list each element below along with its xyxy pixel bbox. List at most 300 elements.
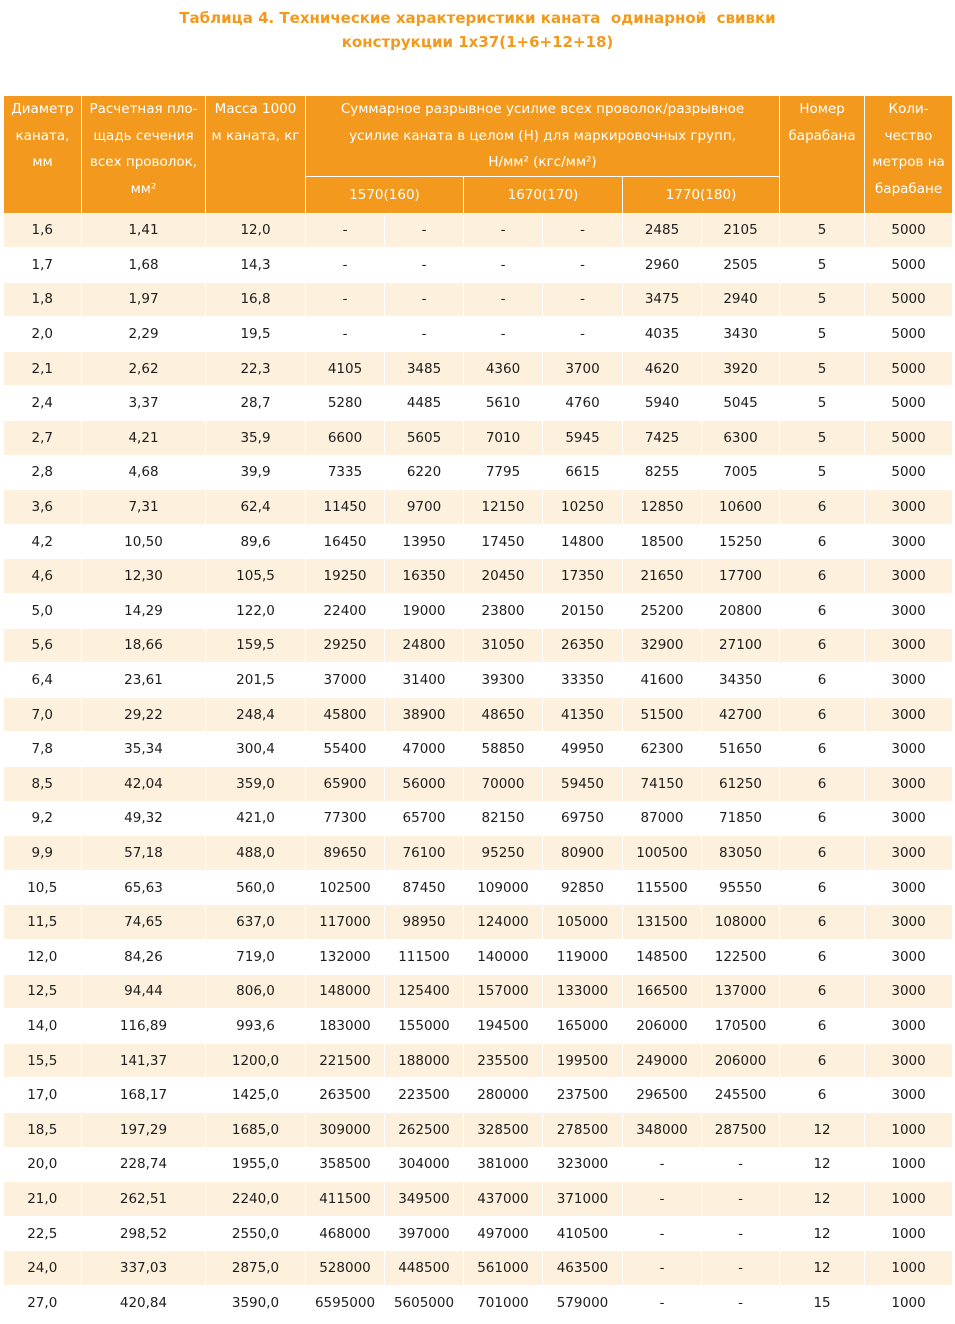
- table-row: [4, 386, 953, 421]
- cell-force-1670-a: 7795: [464, 455, 543, 490]
- cell-mass: 22,3: [206, 351, 306, 386]
- cell-force-1670-b: 20150: [543, 594, 623, 629]
- cell-area: 1,97: [82, 282, 206, 317]
- cell-force-1670-b: 41350: [543, 697, 623, 732]
- cell-force-1670-b: 92850: [543, 870, 623, 905]
- cell-mass: 159,5: [206, 628, 306, 663]
- cell-force-1770-b: 17700: [702, 559, 780, 594]
- table-row: [4, 213, 953, 248]
- cell-drum-number: 6: [780, 974, 865, 1009]
- cell-force-1670-a: 235500: [464, 1043, 543, 1078]
- cell-force-1670-a: 48650: [464, 697, 543, 732]
- cell-force-1770-a: 249000: [623, 1043, 702, 1078]
- cell-force-1770-b: 206000: [702, 1043, 780, 1078]
- cell-mass: 2240,0: [206, 1182, 306, 1217]
- cell-force-1570-a: 6600: [306, 421, 385, 456]
- cell-diameter: 4,2: [4, 524, 82, 559]
- cell-area: 168,17: [82, 1078, 206, 1113]
- table-row: [4, 732, 953, 767]
- cell-force-1570-a: 5280: [306, 386, 385, 421]
- cell-mass: 16,8: [206, 282, 306, 317]
- cell-drum-number: 5: [780, 248, 865, 283]
- cell-diameter: 10,5: [4, 870, 82, 905]
- cell-area: 337,03: [82, 1251, 206, 1286]
- table-row: [4, 1009, 953, 1044]
- cell-force-1570-b: 5605000: [385, 1285, 464, 1320]
- cell-meters: 1000: [865, 1251, 953, 1286]
- cell-drum-number: 6: [780, 628, 865, 663]
- cell-force-1670-a: 280000: [464, 1078, 543, 1113]
- cell-diameter: 2,4: [4, 386, 82, 421]
- cell-meters: 1000: [865, 1112, 953, 1147]
- cell-force-1770-b: 6300: [702, 421, 780, 456]
- table-row: [4, 421, 953, 456]
- cell-force-1770-b: 2940: [702, 282, 780, 317]
- table-title-line-1: Таблица 4. Технические характеристики каната одинарной свивки: [179, 9, 776, 27]
- cell-area: 12,30: [82, 559, 206, 594]
- cell-force-1770-b: 170500: [702, 1009, 780, 1044]
- cell-mass: 89,6: [206, 524, 306, 559]
- cell-meters: 5000: [865, 421, 953, 456]
- cell-drum-number: 6: [780, 732, 865, 767]
- cell-force-1770-a: 5940: [623, 386, 702, 421]
- cell-force-1770-b: -: [702, 1147, 780, 1182]
- cell-area: 7,31: [82, 490, 206, 525]
- cell-force-1770-b: -: [702, 1182, 780, 1217]
- cell-force-1670-b: -: [543, 213, 623, 248]
- cell-force-1670-a: -: [464, 213, 543, 248]
- cell-drum-number: 5: [780, 386, 865, 421]
- cell-meters: 3000: [865, 663, 953, 698]
- table-row: [4, 663, 953, 698]
- cell-force-1670-b: 323000: [543, 1147, 623, 1182]
- cell-force-1670-a: 12150: [464, 490, 543, 525]
- cell-diameter: 1,6: [4, 213, 82, 248]
- cell-force-1770-b: 15250: [702, 524, 780, 559]
- cell-mass: 2875,0: [206, 1251, 306, 1286]
- cell-meters: 1000: [865, 1182, 953, 1217]
- cell-force-1570-b: 31400: [385, 663, 464, 698]
- cell-meters: 5000: [865, 248, 953, 283]
- table-row: [4, 801, 953, 836]
- cell-force-1770-a: 115500: [623, 870, 702, 905]
- cell-diameter: 11,5: [4, 905, 82, 940]
- cell-drum-number: 6: [780, 594, 865, 629]
- cell-diameter: 6,4: [4, 663, 82, 698]
- cell-force-1770-a: -: [623, 1216, 702, 1251]
- cell-diameter: 22,5: [4, 1216, 82, 1251]
- cell-force-1770-a: 18500: [623, 524, 702, 559]
- cell-force-1670-a: 561000: [464, 1251, 543, 1286]
- cell-drum-number: 5: [780, 317, 865, 352]
- cell-force-1570-b: 349500: [385, 1182, 464, 1217]
- cell-force-1770-a: 348000: [623, 1112, 702, 1147]
- cell-mass: 1955,0: [206, 1147, 306, 1182]
- cell-force-1670-b: 278500: [543, 1112, 623, 1147]
- cell-force-1670-b: 3700: [543, 351, 623, 386]
- cell-drum-number: 6: [780, 905, 865, 940]
- cell-force-1670-b: 410500: [543, 1216, 623, 1251]
- cell-diameter: 5,0: [4, 594, 82, 629]
- cell-force-1570-b: 155000: [385, 1009, 464, 1044]
- table-row: [4, 524, 953, 559]
- cell-force-1570-a: 468000: [306, 1216, 385, 1251]
- table-row: [4, 767, 953, 802]
- table-body: [4, 213, 953, 1320]
- cell-force-1670-b: -: [543, 282, 623, 317]
- cell-force-1770-a: 8255: [623, 455, 702, 490]
- cell-meters: 3000: [865, 836, 953, 871]
- cell-mass: 201,5: [206, 663, 306, 698]
- table-row: [4, 939, 953, 974]
- cell-force-1670-a: 5610: [464, 386, 543, 421]
- cell-meters: 5000: [865, 317, 953, 352]
- cell-force-1670-a: 437000: [464, 1182, 543, 1217]
- cell-force-1570-a: -: [306, 213, 385, 248]
- cell-force-1570-b: 304000: [385, 1147, 464, 1182]
- cell-force-1570-a: 6595000: [306, 1285, 385, 1320]
- cell-force-1670-b: -: [543, 248, 623, 283]
- cell-meters: 1000: [865, 1147, 953, 1182]
- cell-force-1570-a: 183000: [306, 1009, 385, 1044]
- cell-meters: 3000: [865, 490, 953, 525]
- cell-area: 10,50: [82, 524, 206, 559]
- cell-mass: 122,0: [206, 594, 306, 629]
- cell-force-1570-a: 4105: [306, 351, 385, 386]
- cell-drum-number: 5: [780, 282, 865, 317]
- cell-meters: 3000: [865, 697, 953, 732]
- cell-area: 197,29: [82, 1112, 206, 1147]
- cell-force-1770-a: 41600: [623, 663, 702, 698]
- cell-area: 420,84: [82, 1285, 206, 1320]
- cell-force-1670-a: -: [464, 282, 543, 317]
- header-drum-number: Номер барабана: [780, 96, 865, 214]
- cell-force-1670-a: 39300: [464, 663, 543, 698]
- cell-meters: 3000: [865, 732, 953, 767]
- cell-force-1770-a: 100500: [623, 836, 702, 871]
- cell-force-1770-a: 2485: [623, 213, 702, 248]
- cell-force-1570-b: 262500: [385, 1112, 464, 1147]
- cell-force-1570-a: 117000: [306, 905, 385, 940]
- cell-area: 57,18: [82, 836, 206, 871]
- cell-force-1670-b: 133000: [543, 974, 623, 1009]
- table-row: [4, 594, 953, 629]
- cell-meters: 3000: [865, 1078, 953, 1113]
- cell-force-1670-b: 17350: [543, 559, 623, 594]
- cell-diameter: 14,0: [4, 1009, 82, 1044]
- cell-diameter: 4,6: [4, 559, 82, 594]
- cell-force-1570-b: 16350: [385, 559, 464, 594]
- cell-force-1670-b: 6615: [543, 455, 623, 490]
- cell-force-1770-b: 20800: [702, 594, 780, 629]
- cell-force-1670-a: 82150: [464, 801, 543, 836]
- cell-force-1770-b: 61250: [702, 767, 780, 802]
- cell-force-1570-a: 16450: [306, 524, 385, 559]
- cell-diameter: 9,9: [4, 836, 82, 871]
- cell-force-1770-b: 83050: [702, 836, 780, 871]
- cell-force-1670-a: 701000: [464, 1285, 543, 1320]
- cell-force-1770-a: -: [623, 1285, 702, 1320]
- cell-force-1670-b: 371000: [543, 1182, 623, 1217]
- cell-diameter: 2,7: [4, 421, 82, 456]
- cell-force-1670-a: 31050: [464, 628, 543, 663]
- cell-force-1670-b: 237500: [543, 1078, 623, 1113]
- cell-area: 1,68: [82, 248, 206, 283]
- cell-mass: 35,9: [206, 421, 306, 456]
- cell-force-1770-b: 42700: [702, 697, 780, 732]
- cell-force-1670-b: -: [543, 317, 623, 352]
- cell-mass: 2550,0: [206, 1216, 306, 1251]
- cell-force-1570-a: -: [306, 317, 385, 352]
- cell-force-1570-a: -: [306, 248, 385, 283]
- cell-mass: 488,0: [206, 836, 306, 871]
- cell-force-1570-a: 89650: [306, 836, 385, 871]
- cell-drum-number: 12: [780, 1251, 865, 1286]
- cell-area: 49,32: [82, 801, 206, 836]
- table-row: [4, 559, 953, 594]
- cell-force-1770-b: -: [702, 1216, 780, 1251]
- cell-force-1570-a: 309000: [306, 1112, 385, 1147]
- cell-mass: 719,0: [206, 939, 306, 974]
- cell-meters: 3000: [865, 905, 953, 940]
- header-diameter: Диаметр каната, мм: [4, 96, 82, 214]
- header-group-1670: 1670(170): [464, 176, 623, 213]
- cell-mass: 3590,0: [206, 1285, 306, 1320]
- cell-force-1570-b: 19000: [385, 594, 464, 629]
- header-row-main: [4, 96, 953, 177]
- cell-meters: 1000: [865, 1285, 953, 1320]
- table-row: [4, 282, 953, 317]
- cell-force-1770-a: 131500: [623, 905, 702, 940]
- cell-force-1570-a: 37000: [306, 663, 385, 698]
- cell-mass: 300,4: [206, 732, 306, 767]
- cell-meters: 5000: [865, 386, 953, 421]
- cell-meters: 3000: [865, 939, 953, 974]
- table-title: [0, 6, 955, 54]
- table-row: [4, 1112, 953, 1147]
- cell-diameter: 5,6: [4, 628, 82, 663]
- cell-meters: 3000: [865, 524, 953, 559]
- cell-force-1770-b: 51650: [702, 732, 780, 767]
- cell-force-1570-b: 98950: [385, 905, 464, 940]
- cell-area: 116,89: [82, 1009, 206, 1044]
- table-title-line-2: конструкции 1х37(1+6+12+18): [341, 33, 614, 51]
- cell-force-1570-b: 76100: [385, 836, 464, 871]
- cell-meters: 3000: [865, 974, 953, 1009]
- cell-force-1770-a: 3475: [623, 282, 702, 317]
- table-row: [4, 697, 953, 732]
- cell-force-1570-b: 38900: [385, 697, 464, 732]
- cell-diameter: 20,0: [4, 1147, 82, 1182]
- table-row: [4, 974, 953, 1009]
- cell-force-1770-a: 12850: [623, 490, 702, 525]
- cell-meters: 3000: [865, 559, 953, 594]
- cell-mass: 806,0: [206, 974, 306, 1009]
- header-breaking-force: Суммарное разрывное усилие всех проволок/разрывное усилие каната в целом (Н) для маркировочных групп, Н/мм² (кгс/мм²): [306, 96, 780, 177]
- cell-force-1770-b: 3430: [702, 317, 780, 352]
- cell-force-1670-a: 157000: [464, 974, 543, 1009]
- table-row: [4, 1043, 953, 1078]
- cell-meters: 3000: [865, 870, 953, 905]
- cell-meters: 5000: [865, 282, 953, 317]
- header-area: Расчетная пло- щадь сечения всех проволок, мм²: [82, 96, 206, 214]
- cell-force-1770-a: 148500: [623, 939, 702, 974]
- cell-diameter: 17,0: [4, 1078, 82, 1113]
- cell-diameter: 2,0: [4, 317, 82, 352]
- cell-area: 35,34: [82, 732, 206, 767]
- cell-drum-number: 5: [780, 351, 865, 386]
- cell-force-1770-b: 122500: [702, 939, 780, 974]
- cell-diameter: 3,6: [4, 490, 82, 525]
- cell-force-1670-a: 140000: [464, 939, 543, 974]
- cell-drum-number: 6: [780, 939, 865, 974]
- cell-mass: 62,4: [206, 490, 306, 525]
- table-row: [4, 455, 953, 490]
- cell-force-1770-b: 5045: [702, 386, 780, 421]
- cell-force-1670-b: 199500: [543, 1043, 623, 1078]
- cell-force-1670-a: -: [464, 248, 543, 283]
- cell-force-1670-a: 381000: [464, 1147, 543, 1182]
- cell-meters: 5000: [865, 213, 953, 248]
- cell-force-1670-b: 69750: [543, 801, 623, 836]
- cell-diameter: 2,8: [4, 455, 82, 490]
- cell-diameter: 27,0: [4, 1285, 82, 1320]
- cell-force-1770-a: 51500: [623, 697, 702, 732]
- header-mass: Масса 1000 м каната, кг: [206, 96, 306, 214]
- cell-force-1570-a: 77300: [306, 801, 385, 836]
- cell-force-1670-b: 4760: [543, 386, 623, 421]
- cell-diameter: 8,5: [4, 767, 82, 802]
- cell-force-1570-a: -: [306, 282, 385, 317]
- cell-force-1670-a: 124000: [464, 905, 543, 940]
- cell-diameter: 2,1: [4, 351, 82, 386]
- cell-force-1570-a: 528000: [306, 1251, 385, 1286]
- cell-force-1770-a: -: [623, 1147, 702, 1182]
- cell-force-1670-b: 14800: [543, 524, 623, 559]
- cell-force-1670-a: 23800: [464, 594, 543, 629]
- cell-diameter: 15,5: [4, 1043, 82, 1078]
- cell-force-1570-a: 148000: [306, 974, 385, 1009]
- cell-area: 2,62: [82, 351, 206, 386]
- cell-drum-number: 6: [780, 1078, 865, 1113]
- cell-force-1570-b: -: [385, 317, 464, 352]
- cell-meters: 3000: [865, 1009, 953, 1044]
- cell-area: 14,29: [82, 594, 206, 629]
- cell-force-1570-b: 397000: [385, 1216, 464, 1251]
- cell-diameter: 18,5: [4, 1112, 82, 1147]
- cell-drum-number: 6: [780, 767, 865, 802]
- rope-spec-table: [3, 95, 953, 1321]
- cell-force-1670-a: 7010: [464, 421, 543, 456]
- cell-force-1770-a: 4620: [623, 351, 702, 386]
- cell-area: 42,04: [82, 767, 206, 802]
- cell-mass: 14,3: [206, 248, 306, 283]
- table-row: [4, 836, 953, 871]
- cell-force-1670-b: 33350: [543, 663, 623, 698]
- cell-drum-number: 5: [780, 455, 865, 490]
- cell-force-1770-a: 166500: [623, 974, 702, 1009]
- cell-force-1770-a: 206000: [623, 1009, 702, 1044]
- cell-mass: 1685,0: [206, 1112, 306, 1147]
- table-row: [4, 628, 953, 663]
- cell-force-1670-b: 26350: [543, 628, 623, 663]
- cell-force-1670-a: 70000: [464, 767, 543, 802]
- cell-force-1770-a: 4035: [623, 317, 702, 352]
- cell-force-1570-a: 22400: [306, 594, 385, 629]
- cell-force-1570-b: -: [385, 213, 464, 248]
- cell-force-1570-b: 4485: [385, 386, 464, 421]
- cell-drum-number: 6: [780, 1009, 865, 1044]
- cell-drum-number: 15: [780, 1285, 865, 1320]
- table-row: [4, 317, 953, 352]
- cell-force-1570-b: 65700: [385, 801, 464, 836]
- cell-force-1570-b: 188000: [385, 1043, 464, 1078]
- cell-force-1770-a: 87000: [623, 801, 702, 836]
- cell-force-1670-b: 579000: [543, 1285, 623, 1320]
- cell-force-1570-b: 125400: [385, 974, 464, 1009]
- cell-area: 2,29: [82, 317, 206, 352]
- cell-force-1570-a: 65900: [306, 767, 385, 802]
- cell-force-1570-a: 263500: [306, 1078, 385, 1113]
- cell-force-1570-b: 111500: [385, 939, 464, 974]
- cell-drum-number: 6: [780, 1043, 865, 1078]
- cell-force-1670-b: 165000: [543, 1009, 623, 1044]
- cell-force-1570-a: 358500: [306, 1147, 385, 1182]
- cell-force-1670-a: 328500: [464, 1112, 543, 1147]
- cell-drum-number: 12: [780, 1216, 865, 1251]
- cell-force-1770-a: 296500: [623, 1078, 702, 1113]
- cell-area: 94,44: [82, 974, 206, 1009]
- cell-drum-number: 12: [780, 1182, 865, 1217]
- cell-force-1670-b: 80900: [543, 836, 623, 871]
- cell-mass: 19,5: [206, 317, 306, 352]
- cell-area: 1,41: [82, 213, 206, 248]
- cell-area: 74,65: [82, 905, 206, 940]
- cell-force-1670-b: 105000: [543, 905, 623, 940]
- cell-force-1770-b: 245500: [702, 1078, 780, 1113]
- cell-drum-number: 6: [780, 524, 865, 559]
- cell-force-1570-b: 223500: [385, 1078, 464, 1113]
- cell-mass: 248,4: [206, 697, 306, 732]
- cell-force-1770-b: 7005: [702, 455, 780, 490]
- cell-drum-number: 12: [780, 1112, 865, 1147]
- cell-force-1770-b: 95550: [702, 870, 780, 905]
- cell-area: 65,63: [82, 870, 206, 905]
- cell-force-1770-b: -: [702, 1251, 780, 1286]
- table-row: [4, 1285, 953, 1320]
- cell-force-1670-a: 497000: [464, 1216, 543, 1251]
- cell-force-1670-a: 109000: [464, 870, 543, 905]
- cell-drum-number: 5: [780, 421, 865, 456]
- cell-force-1670-b: 10250: [543, 490, 623, 525]
- cell-force-1570-a: 11450: [306, 490, 385, 525]
- cell-force-1570-a: 102500: [306, 870, 385, 905]
- cell-force-1570-b: 9700: [385, 490, 464, 525]
- cell-mass: 421,0: [206, 801, 306, 836]
- cell-force-1570-b: -: [385, 282, 464, 317]
- cell-force-1770-b: 108000: [702, 905, 780, 940]
- cell-force-1670-a: 95250: [464, 836, 543, 871]
- cell-drum-number: 6: [780, 801, 865, 836]
- cell-diameter: 21,0: [4, 1182, 82, 1217]
- cell-force-1770-b: -: [702, 1285, 780, 1320]
- cell-mass: 560,0: [206, 870, 306, 905]
- cell-drum-number: 6: [780, 663, 865, 698]
- cell-area: 18,66: [82, 628, 206, 663]
- cell-meters: 3000: [865, 1043, 953, 1078]
- cell-mass: 39,9: [206, 455, 306, 490]
- cell-meters: 3000: [865, 628, 953, 663]
